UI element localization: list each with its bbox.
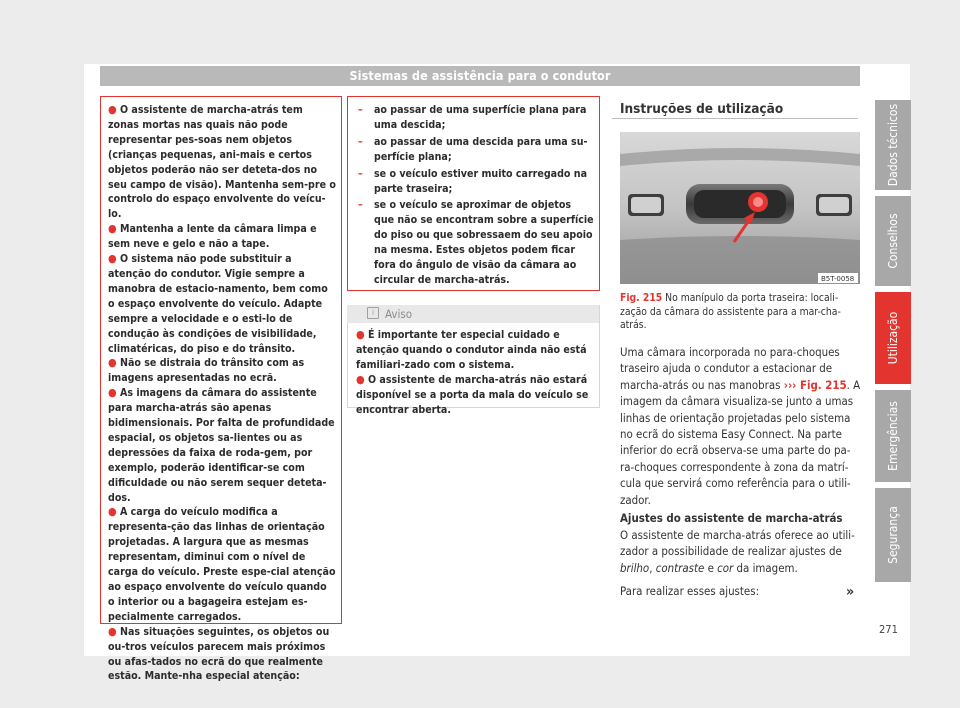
paragraph-2: O assistente de marcha-atrás oferece ao utili-zador a possibilidade de realizar ajustes de brilho, contraste e cor da imagem. bbox=[620, 528, 855, 575]
aviso-item: ● O assistente de marcha-atrás não estará disponível se a porta da mala do veículo se encontrar aberta. bbox=[356, 372, 589, 416]
page-number: 271 bbox=[879, 623, 898, 636]
warning-item: ● O sistema não pode substituir a atenção do condutor. Vigie sempre a manobra de estacio-namento, bem como o espaço envolvente do veículo. Adapte sempre a velocidade e o esti-lo de condução às condições de visibilidade, climatéricas, do piso e do trânsito. bbox=[108, 252, 328, 355]
section-header: Sistemas de assistência para o condutor bbox=[100, 66, 860, 86]
warning-item: ● A carga do veículo modifica a representa-ção das linhas de orientação projetadas. A largura que as mesmas representam, diminui com o nível de carga do veículo. Preste espe-cial atenção ao espaço envolvente do veículo quando o interior ou a bagageira estejam es-pecialmente carregados. bbox=[108, 505, 336, 623]
bullet-icon: ● bbox=[108, 505, 117, 519]
bullet-icon: ● bbox=[356, 372, 365, 386]
aviso-title: Aviso bbox=[385, 307, 413, 321]
tab-utilizacao[interactable]: Utilização bbox=[875, 292, 911, 384]
bullet-icon: ● bbox=[356, 328, 365, 341]
paragraph-1: Uma câmara incorporada no para-choques traseiro ajuda o condutor a estacionar de marcha-atrás ou nas manobras ››› Fig. 215. A imagem da câmara visualiza-se junto a umas linhas de orientação projetadas pelo sistema no ecrã do sistema Easy Connect. Na parte inferior do ecrã observa-se uma parte do pa-ra-choques correspondente à zona da matrí-cula que servirá como referência para o utili-zador. bbox=[620, 345, 861, 507]
situation-item: – se o veículo se aproximar de objetos que não se encontram sobre a superfície do piso ou que sobressaem do seu apoio na mesma. Estes objetos podem ficar fora do ângulo de visão da câmara ao circular de marcha-atrás. bbox=[358, 199, 594, 286]
figure-caption bbox=[620, 292, 860, 333]
warning-item: ● O assistente de marcha-atrás tem zonas mortas nas quais não pode representar pes-soas nem objetos (crianças pequenas, ani-mais e certos objetos poderão não ser deteta-dos no seu campo de visão). Mantenha sem-pre o controlo do espaço envolvente do veícu-lo. bbox=[108, 103, 336, 221]
situation-list bbox=[358, 103, 594, 290]
bullet-icon: ● bbox=[108, 222, 117, 236]
warning-list bbox=[108, 103, 336, 684]
warning-item: ● As imagens da câmara do assistente para marcha-atrás são apenas bidimensionais. Por falta de profundidade espacial, os objetos sa-lientes ou as depressões da faixa de roda-gem, por exemplo, poderão identificar-se com dificuldade ou não serem sequer deteta-dos. bbox=[108, 386, 335, 504]
bullet-icon: ● bbox=[108, 624, 117, 638]
situation-item: – ao passar de uma superfície plana para uma descida; bbox=[358, 104, 587, 131]
tab-conselhos[interactable]: Conselhos bbox=[875, 196, 911, 286]
tab-dados-tecnicos[interactable]: Dados técnicos bbox=[875, 100, 911, 190]
tab-seguranca[interactable]: Segurança bbox=[875, 488, 911, 582]
aviso-item: ● É importante ter especial cuidado e atenção quando o condutor ainda não está familiari-zado com o sistema. bbox=[356, 328, 587, 371]
dash-icon: – bbox=[358, 135, 363, 148]
tailgate-handle-illustration bbox=[620, 132, 860, 284]
caption-text: No manípulo da porta traseira: locali-zação da câmara do assistente para a mar-cha-atrás. bbox=[620, 292, 841, 331]
figure-reference-link[interactable]: ››› Fig. 215 bbox=[783, 377, 847, 392]
bullet-icon: ● bbox=[108, 386, 117, 400]
dash-icon: – bbox=[358, 104, 363, 116]
warning-item: ● Nas situações seguintes, os objetos ou ou-tros veículos parecem mais próximos ou afas-tados no ecrã do que realmente estão. Mante-nha especial atenção: bbox=[108, 624, 330, 683]
info-icon: i bbox=[367, 307, 379, 319]
bullet-icon: ● bbox=[108, 103, 117, 116]
warning-item: ● Mantenha a lente da câmara limpa e sem neve e gelo e não a tape. bbox=[108, 222, 317, 251]
situation-item: – ao passar de uma descida para uma su-perfície plana; bbox=[358, 135, 588, 163]
warning-item: ● Não se distraia do trânsito com as imagens apresentadas no ecrã. bbox=[108, 356, 305, 385]
bullet-icon: ● bbox=[108, 356, 117, 370]
bullet-icon: ● bbox=[108, 252, 117, 266]
figure-215 bbox=[620, 132, 860, 284]
continue-icon: » bbox=[846, 584, 855, 600]
aviso-list bbox=[356, 328, 594, 417]
figure-code: B5T-0058 bbox=[821, 275, 855, 283]
section-divider bbox=[612, 118, 858, 119]
tab-emergencias[interactable]: Emergências bbox=[875, 390, 911, 482]
situation-item: – se o veículo estiver muito carregado na parte traseira; bbox=[358, 167, 587, 195]
subheading-ajustes: Ajustes do assistente de marcha-atrás bbox=[620, 511, 843, 525]
dash-icon: – bbox=[358, 167, 363, 180]
paragraph-3: Para realizar esses ajustes: bbox=[620, 584, 760, 598]
figure-label: Fig. 215 bbox=[620, 292, 663, 304]
section-title: Instruções de utilização bbox=[620, 101, 784, 117]
dash-icon: – bbox=[358, 199, 363, 212]
